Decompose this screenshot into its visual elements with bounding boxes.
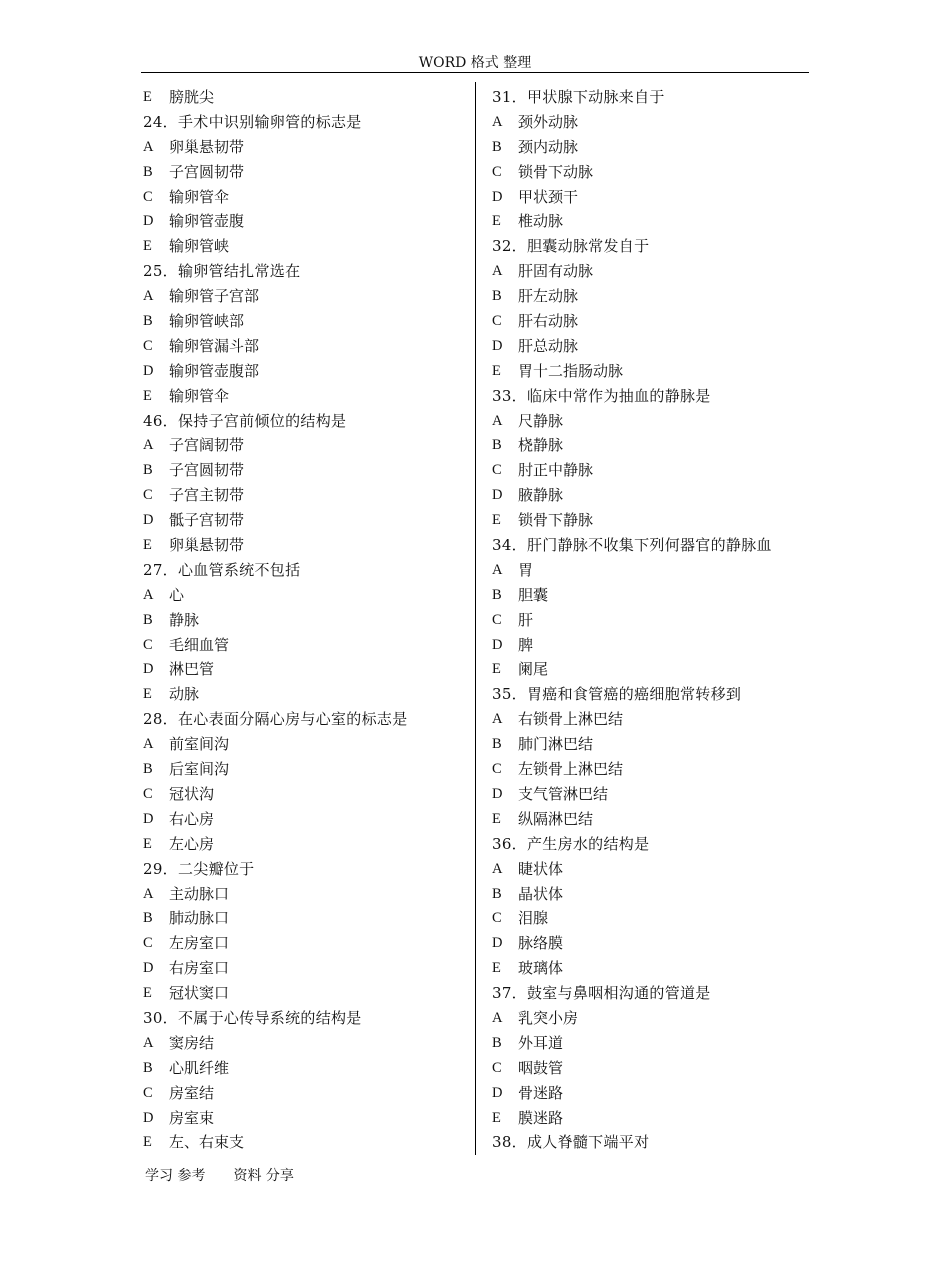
option-text: 输卵管壶腹 bbox=[169, 212, 245, 231]
footer-right-text: 资料 分享 bbox=[233, 1168, 294, 1184]
option-text: 子宫主韧带 bbox=[169, 486, 245, 505]
option-text: 输卵管漏斗部 bbox=[169, 336, 260, 355]
option-letter: B bbox=[143, 1059, 153, 1076]
option-letter: E bbox=[492, 960, 501, 977]
option-letter: E bbox=[143, 686, 152, 703]
option-text: 膜迷路 bbox=[518, 1108, 564, 1127]
option-letter: B bbox=[492, 1034, 502, 1051]
option-letter: C bbox=[143, 935, 153, 952]
option-text: 输卵管伞 bbox=[169, 187, 230, 206]
question-text: 24．手术中识别输卵管的标志是 bbox=[143, 112, 362, 131]
footer-left-text: 学习 参考 bbox=[145, 1168, 206, 1184]
answer-option bbox=[143, 1031, 468, 1056]
question-text: 30．不属于心传导系统的结构是 bbox=[143, 1008, 362, 1027]
answer-option bbox=[143, 234, 468, 259]
answer-option bbox=[143, 533, 468, 558]
option-letter: C bbox=[492, 910, 502, 927]
option-text: 输卵管壶腹部 bbox=[169, 361, 260, 380]
answer-option bbox=[492, 732, 810, 757]
option-text: 脾 bbox=[518, 635, 534, 654]
option-letter: B bbox=[143, 761, 153, 778]
answer-option bbox=[492, 458, 810, 483]
answer-option bbox=[492, 583, 810, 608]
option-text: 输卵管子宫部 bbox=[169, 287, 260, 306]
answer-option bbox=[143, 882, 468, 907]
option-letter: C bbox=[492, 313, 502, 330]
option-text: 胃十二指肠动脉 bbox=[518, 361, 624, 380]
option-text: 房室结 bbox=[169, 1083, 215, 1102]
option-text: 外耳道 bbox=[518, 1033, 564, 1052]
option-letter: A bbox=[492, 412, 503, 429]
option-text: 睫状体 bbox=[518, 859, 564, 878]
option-text: 支气管淋巴结 bbox=[518, 784, 609, 803]
answer-option bbox=[143, 359, 468, 384]
option-letter: A bbox=[492, 1009, 503, 1026]
answer-option bbox=[492, 882, 810, 907]
option-letter: A bbox=[143, 1034, 154, 1051]
option-text: 输卵管伞 bbox=[169, 386, 230, 405]
option-letter: E bbox=[492, 1109, 501, 1126]
answer-option bbox=[492, 334, 810, 359]
answer-option bbox=[143, 433, 468, 458]
answer-option bbox=[492, 259, 810, 284]
option-text: 膀胱尖 bbox=[169, 88, 215, 106]
option-letter: B bbox=[492, 288, 502, 305]
option-text: 淋巴管 bbox=[169, 660, 215, 679]
answer-option bbox=[143, 583, 468, 608]
option-text: 冠状窦口 bbox=[169, 984, 230, 1003]
answer-option bbox=[143, 981, 468, 1006]
question-text: 27．心血管系统不包括 bbox=[143, 560, 301, 579]
option-text: 肝左动脉 bbox=[518, 287, 579, 306]
option-text: 输卵管峡部 bbox=[169, 312, 245, 331]
question-text: 38．成人脊髓下端平对 bbox=[492, 1133, 650, 1152]
answer-option bbox=[143, 657, 468, 682]
page-footer bbox=[145, 1166, 294, 1186]
option-letter: C bbox=[143, 188, 153, 205]
question-stem bbox=[492, 1130, 810, 1155]
option-text: 卵巢悬韧带 bbox=[169, 536, 245, 555]
answer-option bbox=[492, 409, 810, 434]
answer-option bbox=[143, 782, 468, 807]
answer-option bbox=[143, 956, 468, 981]
option-letter: D bbox=[492, 487, 503, 504]
option-text: 桡静脉 bbox=[518, 436, 564, 455]
question-stem bbox=[492, 832, 810, 857]
option-letter: B bbox=[492, 736, 502, 753]
option-letter: C bbox=[143, 785, 153, 802]
option-letter: B bbox=[143, 462, 153, 479]
question-stem bbox=[143, 1006, 468, 1031]
option-letter: E bbox=[143, 387, 152, 404]
option-letter: A bbox=[143, 437, 154, 454]
option-text: 心 bbox=[169, 585, 185, 604]
option-letter: B bbox=[143, 611, 153, 628]
answer-option bbox=[492, 956, 810, 981]
option-text: 阑尾 bbox=[518, 660, 549, 679]
question-stem bbox=[492, 384, 810, 409]
question-text: 46．保持子宫前倾位的结构是 bbox=[143, 411, 347, 430]
answer-option bbox=[492, 110, 810, 135]
option-text: 窦房结 bbox=[169, 1033, 215, 1052]
option-letter: A bbox=[143, 138, 154, 155]
option-letter: C bbox=[143, 1084, 153, 1101]
option-letter: A bbox=[143, 288, 154, 305]
option-letter: E bbox=[143, 1134, 152, 1151]
question-text: 35．胃癌和食管癌的癌细胞常转移到 bbox=[492, 685, 742, 704]
option-letter: D bbox=[143, 960, 154, 977]
option-letter: A bbox=[492, 711, 503, 728]
option-letter: C bbox=[492, 611, 502, 628]
option-letter: D bbox=[492, 337, 503, 354]
option-letter: D bbox=[492, 935, 503, 952]
option-text: 肺门淋巴结 bbox=[518, 735, 594, 754]
answer-option bbox=[143, 209, 468, 234]
answer-option bbox=[492, 508, 810, 533]
option-letter: E bbox=[143, 89, 152, 105]
answer-option bbox=[492, 931, 810, 956]
option-text: 肝右动脉 bbox=[518, 312, 579, 331]
answer-option bbox=[143, 483, 468, 508]
answer-option bbox=[492, 359, 810, 384]
option-letter: D bbox=[143, 213, 154, 230]
option-text: 卵巢悬韧带 bbox=[169, 137, 245, 156]
option-text: 左、右束支 bbox=[169, 1133, 245, 1152]
option-text: 左房室口 bbox=[169, 934, 230, 953]
option-letter: E bbox=[143, 985, 152, 1002]
option-letter: E bbox=[143, 537, 152, 554]
option-text: 毛细血管 bbox=[169, 635, 230, 654]
option-letter: D bbox=[143, 362, 154, 379]
option-letter: A bbox=[492, 860, 503, 877]
option-letter: B bbox=[143, 910, 153, 927]
option-letter: B bbox=[143, 163, 153, 180]
answer-option bbox=[143, 732, 468, 757]
option-letter: D bbox=[143, 810, 154, 827]
option-text: 心肌纤维 bbox=[169, 1058, 230, 1077]
question-stem bbox=[143, 259, 468, 284]
question-stem bbox=[143, 707, 468, 732]
option-letter: E bbox=[143, 238, 152, 255]
option-text: 肺动脉口 bbox=[169, 909, 230, 928]
option-text: 锁骨下动脉 bbox=[518, 162, 594, 181]
option-letter: A bbox=[492, 263, 503, 280]
option-text: 脉络膜 bbox=[518, 934, 564, 953]
option-text: 房室束 bbox=[169, 1108, 215, 1127]
answer-option bbox=[492, 309, 810, 334]
option-letter: A bbox=[143, 586, 154, 603]
answer-option bbox=[143, 757, 468, 782]
answer-option bbox=[492, 782, 810, 807]
option-letter: E bbox=[492, 661, 501, 678]
left-column bbox=[143, 85, 468, 1155]
option-text: 肘正中静脉 bbox=[518, 461, 594, 480]
option-letter: D bbox=[143, 512, 154, 529]
option-text: 颈内动脉 bbox=[518, 137, 579, 156]
option-text: 椎动脉 bbox=[518, 212, 564, 231]
question-stem bbox=[492, 85, 810, 110]
option-text: 纵隔淋巴结 bbox=[518, 809, 594, 828]
answer-option bbox=[492, 160, 810, 185]
answer-option bbox=[492, 657, 810, 682]
answer-option bbox=[492, 558, 810, 583]
answer-option bbox=[492, 185, 810, 210]
option-text: 子宫阔韧带 bbox=[169, 436, 245, 455]
answer-option bbox=[492, 1056, 810, 1081]
answer-option bbox=[143, 633, 468, 658]
header-rule bbox=[141, 72, 809, 73]
option-letter: A bbox=[143, 736, 154, 753]
option-letter: B bbox=[492, 586, 502, 603]
option-letter: C bbox=[143, 487, 153, 504]
option-letter: E bbox=[143, 835, 152, 852]
question-stem bbox=[492, 234, 810, 259]
option-letter: D bbox=[143, 661, 154, 678]
option-text: 胃 bbox=[518, 560, 534, 579]
option-text: 前室间沟 bbox=[169, 735, 230, 754]
option-text: 肝总动脉 bbox=[518, 336, 579, 355]
answer-option bbox=[143, 906, 468, 931]
option-letter: B bbox=[143, 313, 153, 330]
option-text: 泪腺 bbox=[518, 909, 549, 928]
answer-option bbox=[143, 334, 468, 359]
option-letter: E bbox=[492, 213, 501, 230]
answer-option bbox=[143, 1056, 468, 1081]
option-letter: B bbox=[492, 437, 502, 454]
option-text: 肝固有动脉 bbox=[518, 262, 594, 281]
option-text: 咽鼓管 bbox=[518, 1058, 564, 1077]
option-letter: E bbox=[492, 810, 501, 827]
option-text: 乳突小房 bbox=[518, 1008, 579, 1027]
answer-option bbox=[492, 483, 810, 508]
option-text: 左锁骨上淋巴结 bbox=[518, 760, 624, 779]
option-letter: A bbox=[492, 561, 503, 578]
option-letter: A bbox=[143, 885, 154, 902]
answer-option bbox=[492, 1006, 810, 1031]
question-stem bbox=[143, 857, 468, 882]
option-text: 骨迷路 bbox=[518, 1083, 564, 1102]
question-text: 37．鼓室与鼻咽相沟通的管道是 bbox=[492, 984, 711, 1003]
option-text: 输卵管峡 bbox=[169, 237, 230, 256]
question-text: 32．胆囊动脉常发自于 bbox=[492, 237, 650, 256]
option-text: 玻璃体 bbox=[518, 959, 564, 978]
option-letter: D bbox=[492, 785, 503, 802]
answer-option bbox=[492, 209, 810, 234]
option-letter: C bbox=[492, 761, 502, 778]
answer-option bbox=[492, 757, 810, 782]
option-text: 尺静脉 bbox=[518, 411, 564, 430]
option-text: 胆囊 bbox=[518, 585, 549, 604]
option-text: 右心房 bbox=[169, 809, 215, 828]
answer-option bbox=[492, 135, 810, 160]
question-text: 25．输卵管结扎常选在 bbox=[143, 262, 301, 281]
answer-option bbox=[143, 807, 468, 832]
answer-option bbox=[492, 906, 810, 931]
answer-option bbox=[143, 284, 468, 309]
answer-option bbox=[143, 160, 468, 185]
answer-option bbox=[143, 185, 468, 210]
option-letter: A bbox=[492, 113, 503, 130]
question-stem bbox=[143, 110, 468, 135]
option-letter: C bbox=[143, 337, 153, 354]
option-letter: D bbox=[143, 1109, 154, 1126]
option-letter: C bbox=[143, 636, 153, 653]
answer-option bbox=[143, 309, 468, 334]
question-stem bbox=[492, 533, 810, 558]
answer-option bbox=[143, 1130, 468, 1155]
option-letter: B bbox=[492, 885, 502, 902]
option-text: 颈外动脉 bbox=[518, 112, 579, 131]
question-text: 28．在心表面分隔心房与心室的标志是 bbox=[143, 710, 408, 729]
option-text: 甲状颈干 bbox=[518, 187, 579, 206]
option-text: 子宫圆韧带 bbox=[169, 461, 245, 480]
page-header: WORD 格式 整理 bbox=[418, 55, 532, 71]
question-text: 29．二尖瓣位于 bbox=[143, 859, 255, 878]
answer-option bbox=[492, 707, 810, 732]
option-text: 肝 bbox=[518, 610, 534, 629]
option-text: 晶状体 bbox=[518, 884, 564, 903]
answer-option bbox=[143, 682, 468, 707]
option-letter: E bbox=[492, 512, 501, 529]
question-stem bbox=[492, 682, 810, 707]
option-text: 右房室口 bbox=[169, 959, 230, 978]
option-text: 后室间沟 bbox=[169, 760, 230, 779]
answer-option bbox=[143, 832, 468, 857]
option-text: 左心房 bbox=[169, 834, 215, 853]
option-letter: D bbox=[492, 1084, 503, 1101]
question-text: 36．产生房水的结构是 bbox=[492, 834, 650, 853]
option-letter: C bbox=[492, 163, 502, 180]
option-text: 腋静脉 bbox=[518, 486, 564, 505]
answer-option bbox=[492, 857, 810, 882]
option-letter: D bbox=[492, 636, 503, 653]
answer-option bbox=[143, 135, 468, 160]
option-text: 骶子宫韧带 bbox=[169, 511, 245, 530]
answer-option bbox=[143, 931, 468, 956]
option-text: 锁骨下静脉 bbox=[518, 511, 594, 530]
option-letter: D bbox=[492, 188, 503, 205]
answer-option bbox=[492, 433, 810, 458]
question-text: 34．肝门静脉不收集下列何器官的静脉血 bbox=[492, 536, 772, 555]
question-stem bbox=[492, 981, 810, 1006]
answer-option bbox=[143, 1081, 468, 1106]
answer-option bbox=[143, 458, 468, 483]
question-text: 31．甲状腺下动脉来自于 bbox=[492, 88, 665, 106]
right-column bbox=[492, 85, 810, 1155]
answer-option bbox=[492, 1106, 810, 1131]
option-letter: C bbox=[492, 462, 502, 479]
answer-option bbox=[143, 384, 468, 409]
column-divider bbox=[475, 82, 476, 1155]
answer-option bbox=[492, 807, 810, 832]
answer-option bbox=[143, 85, 468, 110]
option-text: 动脉 bbox=[169, 685, 200, 704]
answer-option bbox=[492, 608, 810, 633]
answer-option bbox=[492, 1031, 810, 1056]
option-letter: B bbox=[492, 138, 502, 155]
answer-option bbox=[492, 1081, 810, 1106]
option-text: 静脉 bbox=[169, 610, 200, 629]
answer-option bbox=[143, 508, 468, 533]
question-text: 33．临床中常作为抽血的静脉是 bbox=[492, 386, 711, 405]
option-text: 冠状沟 bbox=[169, 784, 215, 803]
question-stem bbox=[143, 409, 468, 434]
option-letter: E bbox=[492, 362, 501, 379]
answer-option bbox=[492, 633, 810, 658]
answer-option bbox=[143, 608, 468, 633]
question-stem bbox=[143, 558, 468, 583]
option-text: 子宫圆韧带 bbox=[169, 162, 245, 181]
option-text: 主动脉口 bbox=[169, 884, 230, 903]
answer-option bbox=[143, 1106, 468, 1131]
option-text: 右锁骨上淋巴结 bbox=[518, 710, 624, 729]
option-letter: C bbox=[492, 1059, 502, 1076]
answer-option bbox=[492, 284, 810, 309]
